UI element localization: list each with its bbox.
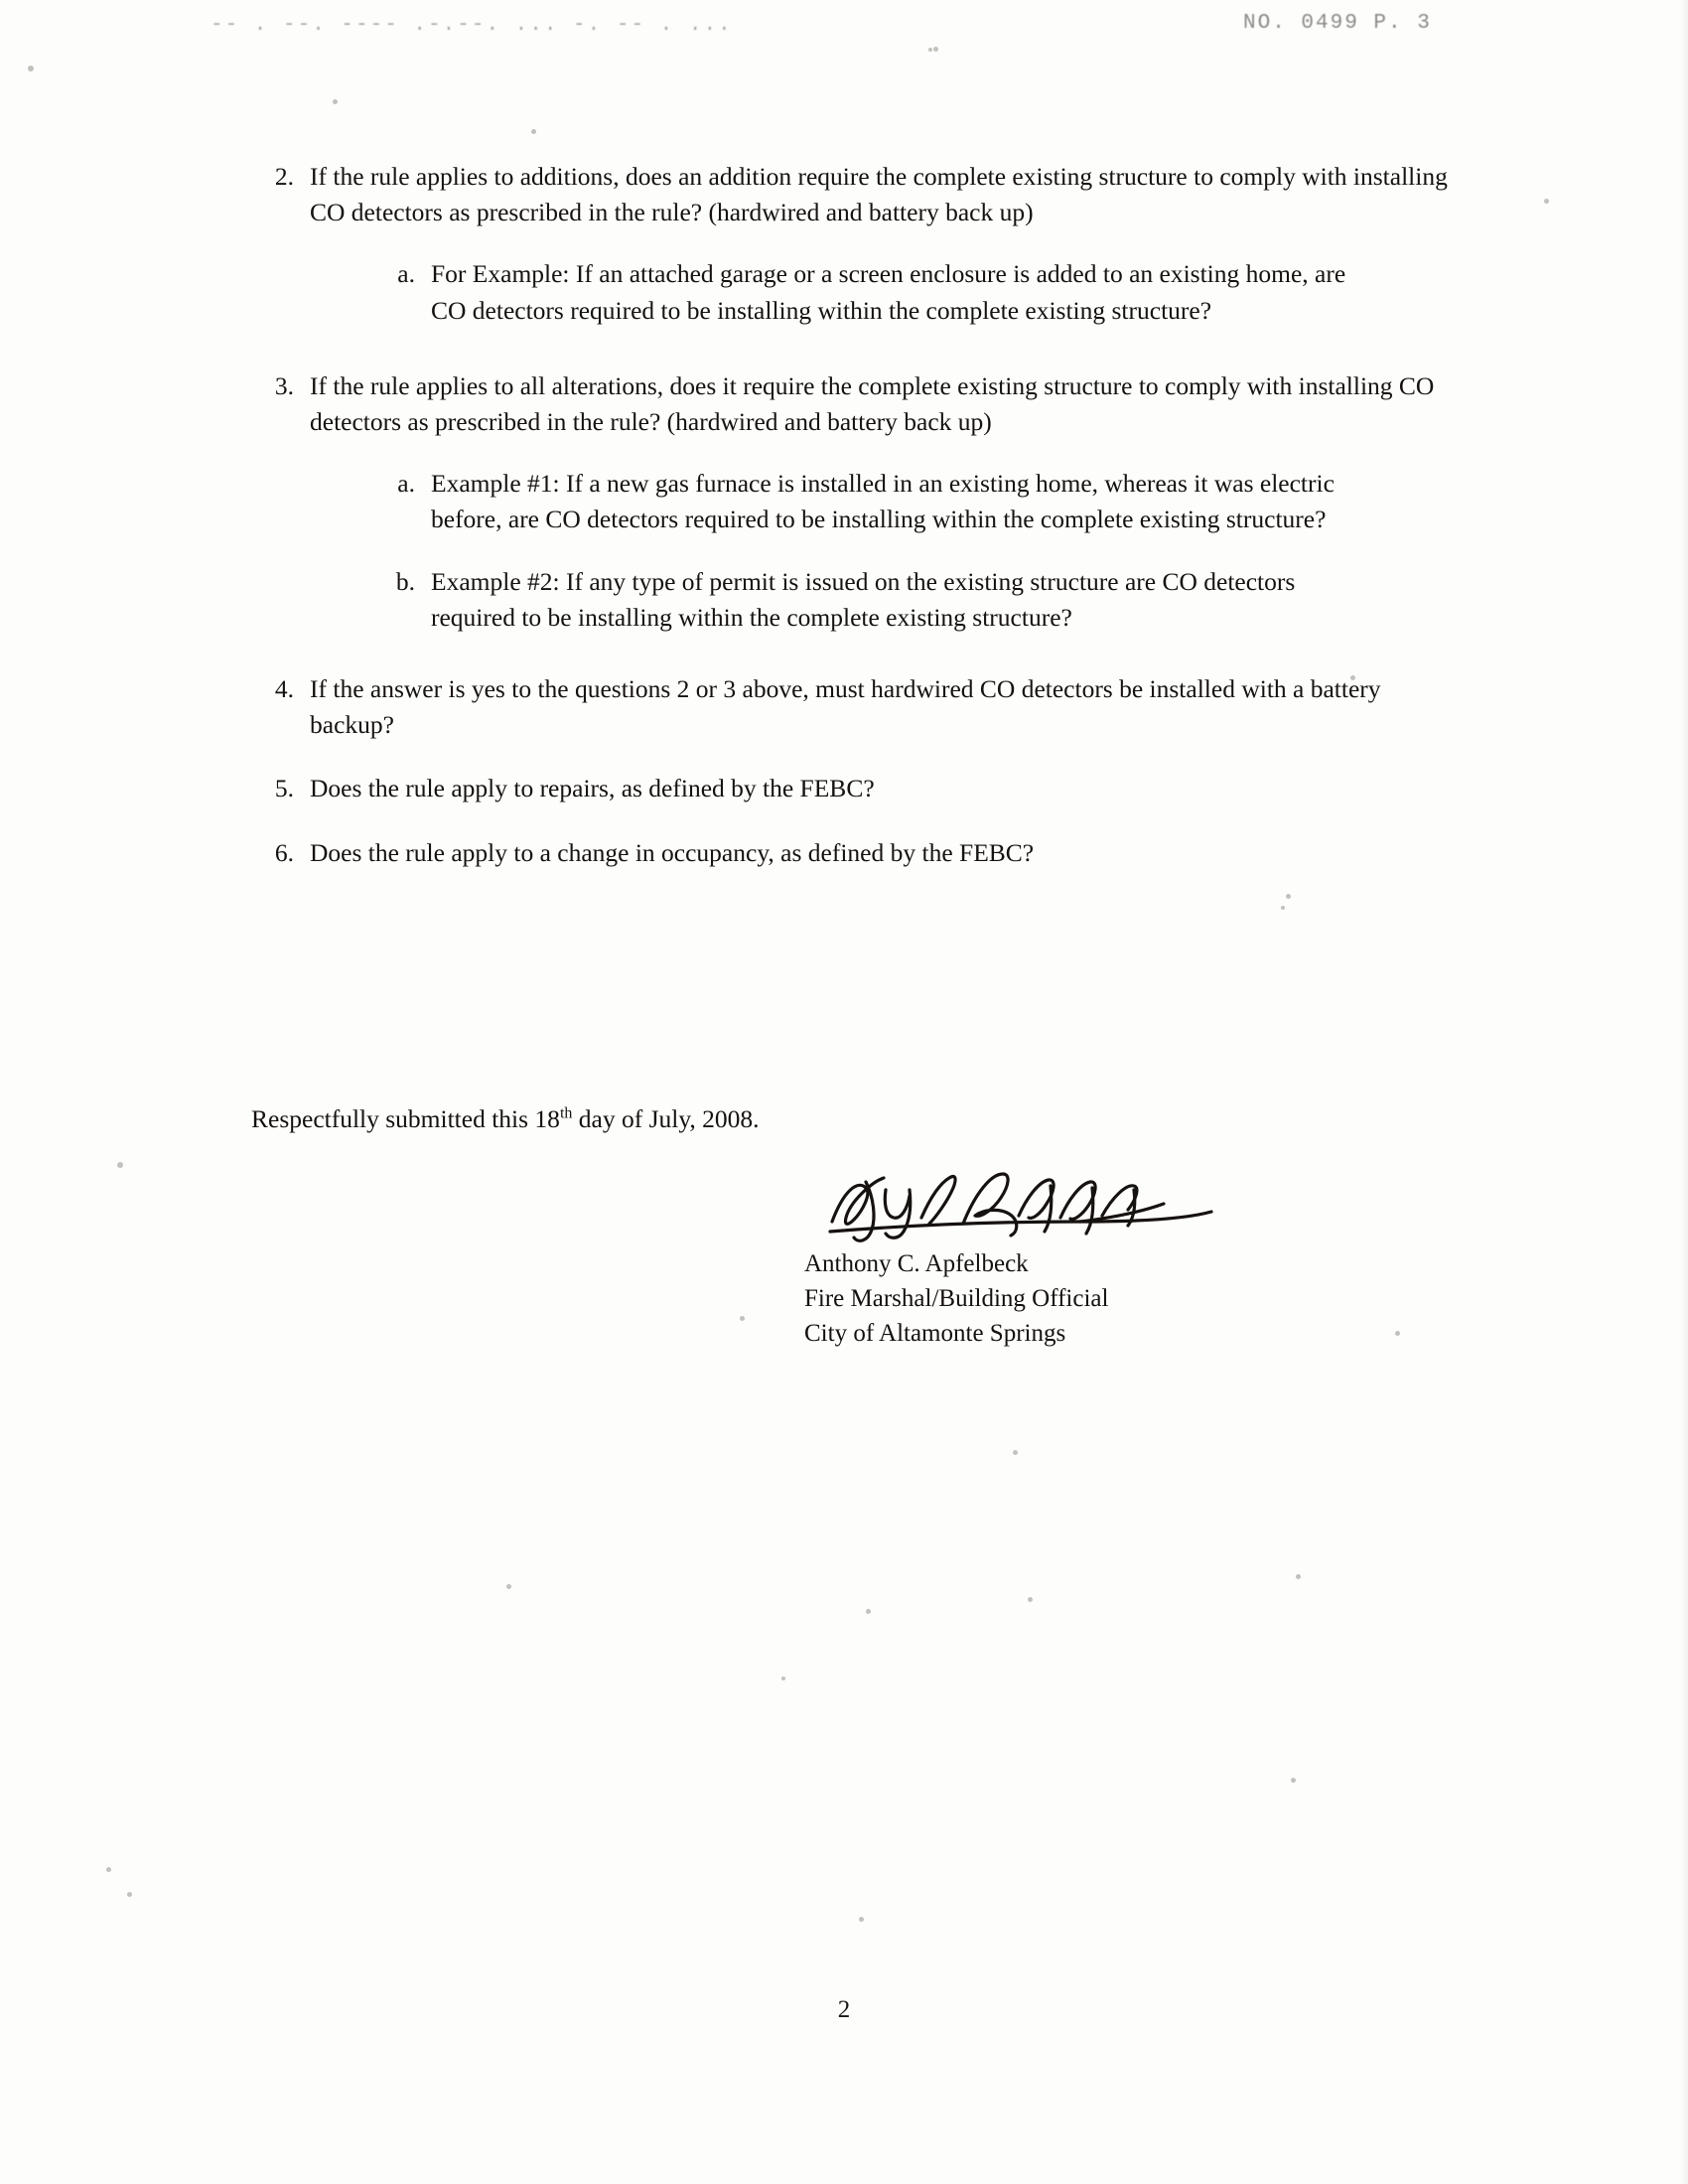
signer-organization: City of Altamonte Springs <box>804 1320 1066 1347</box>
scan-speck <box>1281 906 1285 910</box>
list-item-text: If the answer is yes to the questions 2 or 3 above, must hardwired CO detectors be installed with a battery backup? <box>310 674 1381 740</box>
list-item-marker: 3. <box>274 370 294 400</box>
list-item-text: If the rule applies to additions, does an addition require the complete existing structure to comply with installing CO detectors as prescribed in the rule? (hardwired and battery back up) <box>310 162 1448 227</box>
list-item-text: For Example: If an attached garage or a screen enclosure is added to an existing home, are CO detectors required to be installing within the complete existing structure? <box>431 259 1346 325</box>
list-item-marker: 5. <box>274 774 294 803</box>
signer-name: Anthony C. Apfelbeck <box>804 1250 1029 1277</box>
scan-speck <box>506 1584 511 1589</box>
scan-speck <box>1028 1597 1033 1602</box>
list-item-marker: 2. <box>274 162 294 191</box>
scan-speck <box>740 1316 745 1321</box>
list-item-text: Example #1: If a new gas furnace is installed in an existing home, whereas it was electric before, are CO detectors required to be installing within the complete existing structure? <box>431 469 1335 534</box>
list-item <box>375 256 1378 328</box>
page-number: 2 <box>837 1996 851 2023</box>
list-item <box>248 159 1470 230</box>
closing-suffix: day of July, 2008. <box>572 1104 760 1133</box>
list-item <box>248 835 1470 871</box>
scan-speck <box>106 1867 111 1872</box>
list-item-marker: b. <box>395 566 415 596</box>
list-item-text: Does the rule apply to a change in occupancy, as defined by the FEBC? <box>310 837 1035 867</box>
scan-speck <box>28 66 34 72</box>
signer-title: Fire Marshal/Building Official <box>804 1285 1109 1312</box>
scan-speck <box>781 1676 785 1680</box>
fax-header <box>0 8 1688 48</box>
list-item-text: If the rule applies to all alterations, does it require the complete existing structure to comply with installing CO detectors as prescribed in the rule? (hardwired and battery back up) <box>310 370 1435 437</box>
list-item-text: Example #2: If any type of permit is issued on the existing structure are CO detectors required to be installing within the complete existing structure? <box>431 566 1296 632</box>
list-item <box>248 671 1470 743</box>
list-item <box>375 564 1378 636</box>
list-item-marker: a. <box>397 259 415 289</box>
list-item <box>248 771 1470 806</box>
scan-speck <box>1395 1331 1400 1336</box>
scan-speck <box>933 47 938 52</box>
fax-header-left-text: -- . --. ---- .-.--. ... -. -- . ... <box>211 14 733 37</box>
closing-prefix: Respectfully submitted this 18 <box>251 1104 560 1133</box>
scan-speck <box>127 1892 132 1897</box>
scan-speck <box>333 99 338 104</box>
list-item <box>248 368 1470 440</box>
scan-speck <box>1296 1574 1301 1579</box>
closing-ordinal: th <box>559 1104 573 1122</box>
closing-line <box>251 1104 760 1134</box>
scan-speck <box>866 1609 871 1614</box>
list-item-text: Does the rule apply to repairs, as defined by the FEBC? <box>310 774 875 803</box>
fax-header-right-text: NO. 0499 P. 3 <box>1243 12 1432 35</box>
handwritten-signature-icon <box>814 1160 1231 1249</box>
scan-speck <box>117 1162 123 1168</box>
page-edge-shadow <box>1680 0 1688 2184</box>
scan-speck <box>1013 1450 1018 1455</box>
signature-block <box>804 1246 1108 1351</box>
document-body <box>248 159 1470 897</box>
scan-speck <box>928 48 932 52</box>
scan-speck <box>1291 1778 1296 1783</box>
list-item-marker: 4. <box>274 674 294 704</box>
scan-speck <box>1544 199 1549 204</box>
list-item-marker: 6. <box>274 837 294 867</box>
list-item <box>375 466 1378 537</box>
scan-speck <box>859 1917 864 1922</box>
scan-speck <box>531 129 536 134</box>
list-item-marker: a. <box>397 469 415 499</box>
